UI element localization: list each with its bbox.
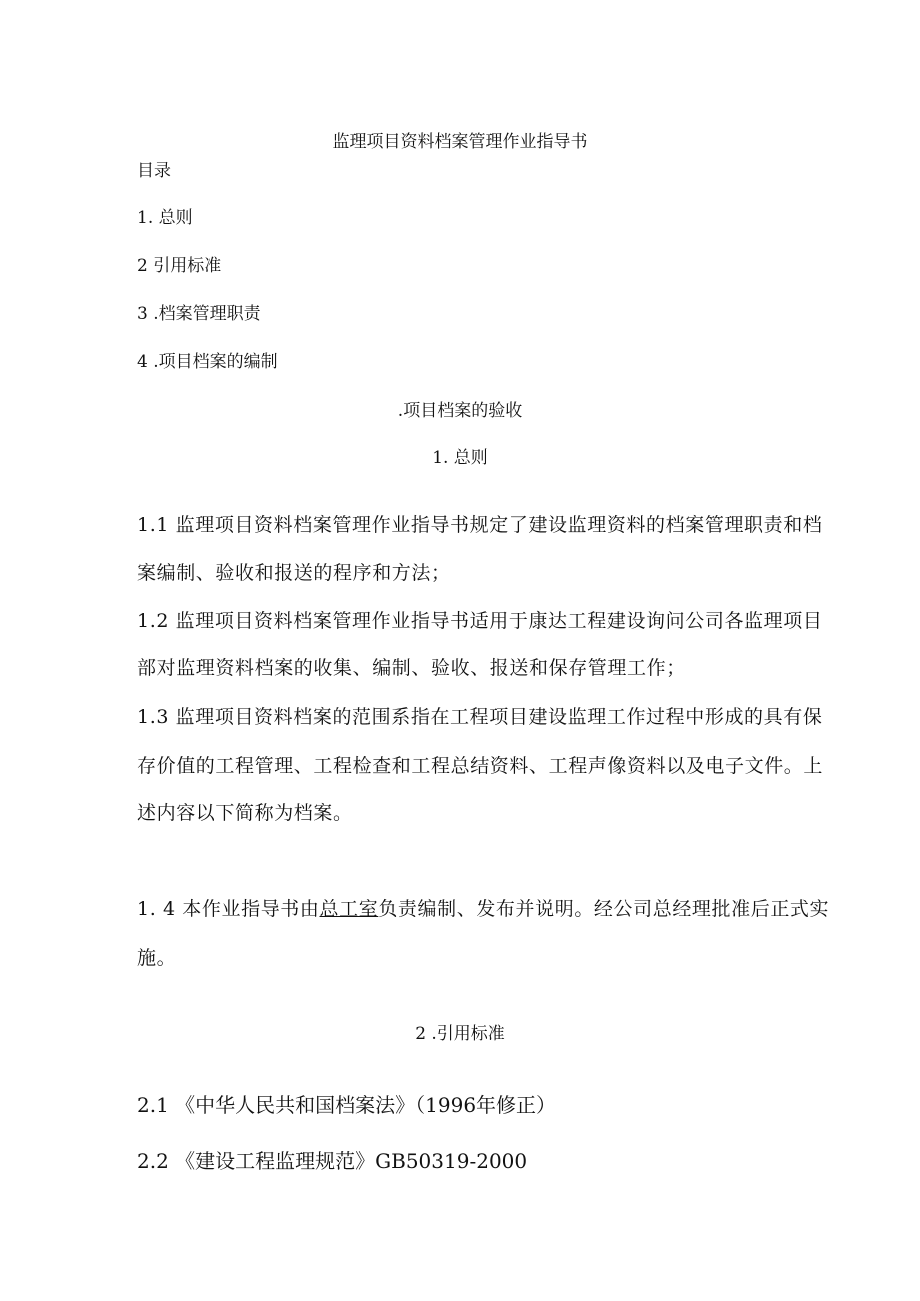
paragraph-line: 述内容以下简称为档案。	[137, 802, 353, 824]
toc-item: .项目档案的验收	[397, 401, 523, 421]
document-title: 监理项目资料档案管理作业指导书	[332, 132, 588, 152]
toc-item: 4 .项目档案的编制	[137, 352, 278, 372]
underlined-department: 总工室	[319, 898, 379, 920]
reference-item: 2.1 《中华人民共和国档案法》（1996年修正）	[137, 1093, 557, 1117]
paragraph-line: 存价值的工程管理、工程检查和工程总结资料、工程声像资料以及电子文件。上	[137, 755, 824, 777]
paragraph-line: 1.3 监理项目资料档案的范围系指在工程项目建设监理工作过程中形成的具有保	[137, 706, 823, 728]
paragraph-line: 1.2 监理项目资料档案管理作业指导书适用于康达工程建设询问公司各监理项目	[137, 610, 823, 632]
toc-heading: 目录	[137, 161, 171, 181]
paragraph-text: 负责编制、发布并说明。经公司总经理批准后正式实	[378, 898, 830, 920]
toc-item: 3 .档案管理职责	[137, 304, 261, 324]
toc-item: 1. 总则	[137, 208, 193, 228]
reference-item: 2.2 《建设工程监理规范》GB50319-2000	[137, 1149, 528, 1173]
paragraph-line: 1.1 监理项目资料档案管理作业指导书规定了建设监理资料的档案管理职责和档	[137, 514, 823, 536]
toc-item: 2 引用标准	[137, 256, 222, 276]
paragraph-line: 施。	[137, 947, 177, 969]
paragraph-line: 案编制、验收和报送的程序和方法；	[137, 562, 451, 584]
paragraph-line: 部对监理资料档案的收集、编制、验收、报送和保存管理工作；	[137, 657, 686, 679]
paragraph-text: 1. 4 本作业指导书由	[137, 898, 320, 920]
paragraph-line	[137, 894, 829, 921]
section-heading: 2 .引用标准	[415, 1024, 505, 1044]
section-heading: 1. 总则	[432, 448, 488, 468]
